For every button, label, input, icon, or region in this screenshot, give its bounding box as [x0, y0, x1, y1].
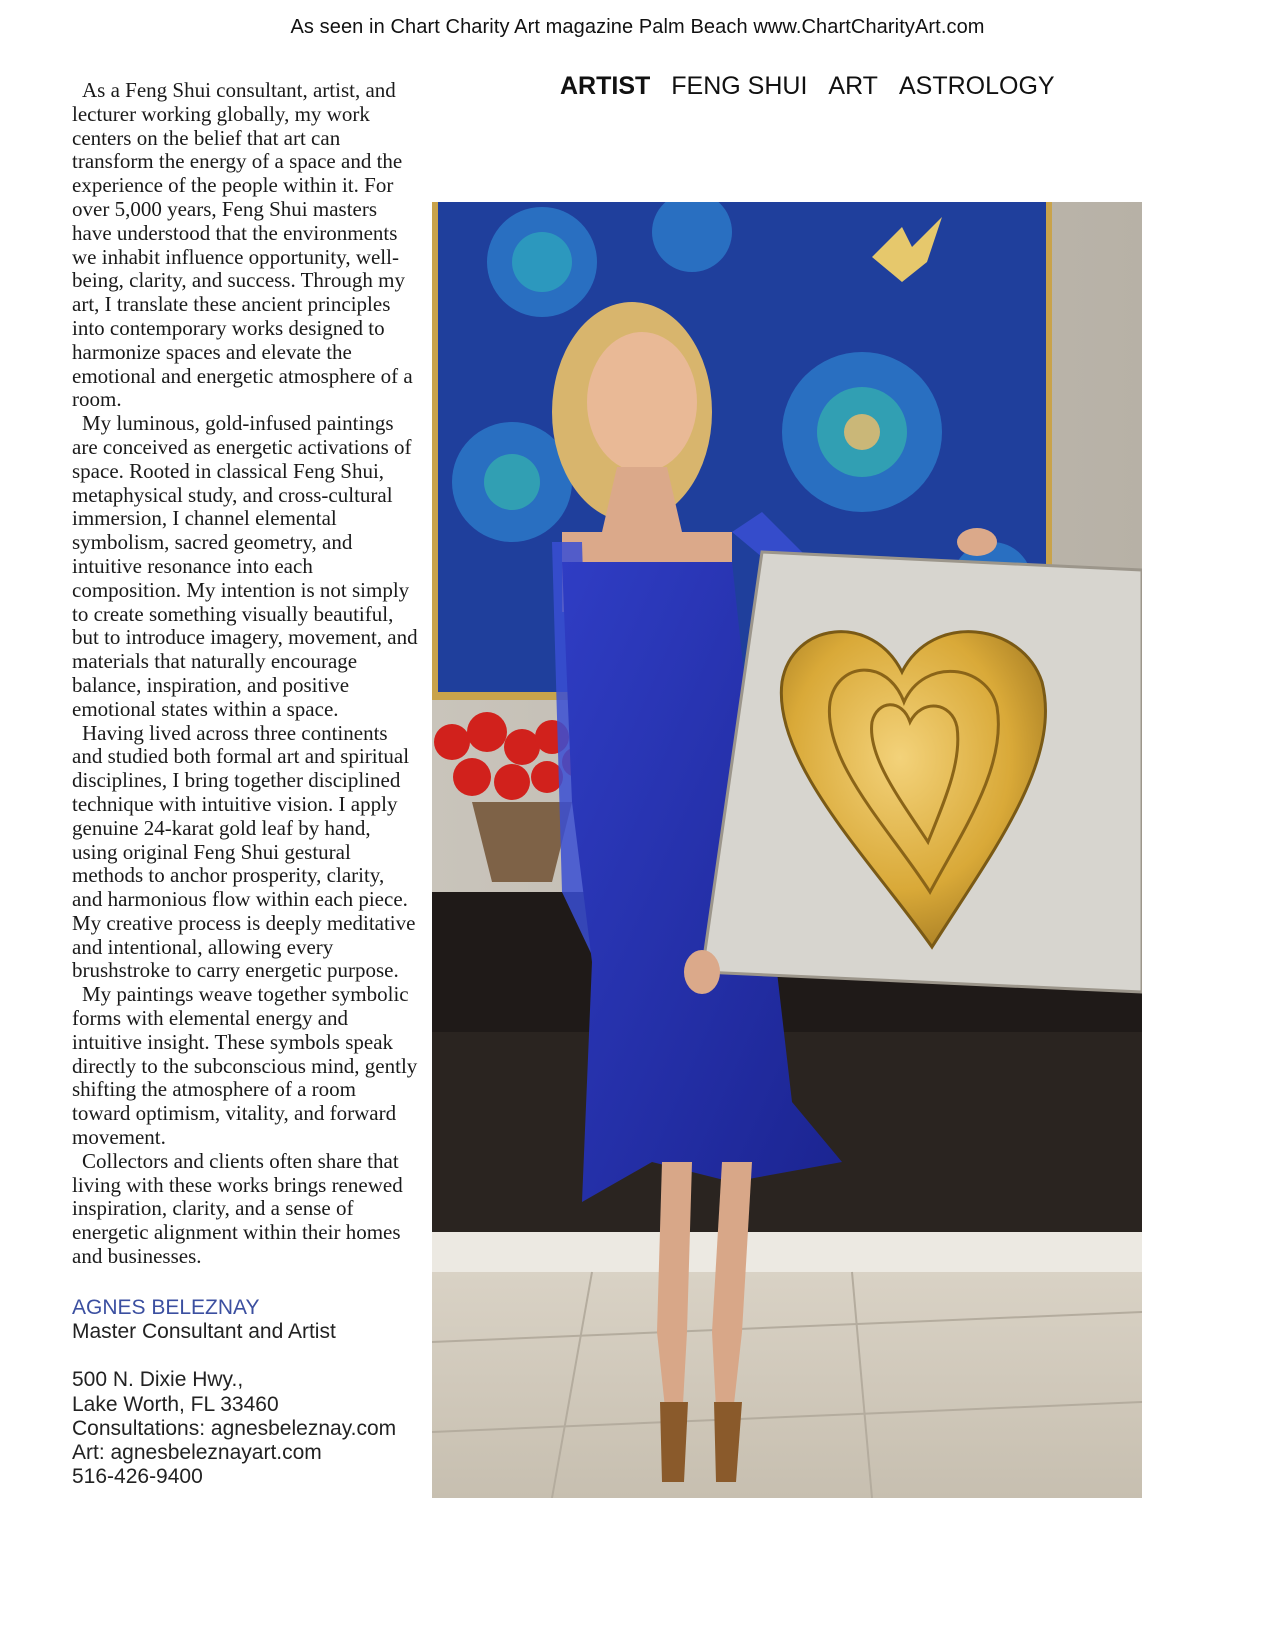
consultations-link[interactable]: Consultations: agnesbeleznay.com: [72, 1416, 397, 1440]
nav-item-astrology[interactable]: ASTROLOGY: [898, 72, 1055, 100]
article-paragraph: My luminous, gold-infused paintings are conceived as energetic activations of space. Rooted in classical Feng Shui, metaphysical study, and cross-cultural immersion, I channel elemental symbolism, sacred geometry, and intuitive resonance into each composition. My intention is not simply to create something visually beautiful, but to introduce imagery, movement, and materials that naturally encourage balance, inspiration, and positive emotional states within a space.: [72, 411, 418, 721]
nav-item-feng-shui[interactable]: FENG SHUI: [671, 72, 808, 100]
author-title: Master Consultant and Artist: [72, 1320, 336, 1344]
article-paragraph: My paintings weave together symbolic forms with elemental energy and intuitive insight. These symbols speak directly to the subconscious mind, gently shifting the atmosphere of a room toward optimism, vitality, and forward movement.: [72, 982, 418, 1150]
nav-item-art[interactable]: ART: [828, 72, 878, 100]
article-paragraph: As a Feng Shui consultant, artist, and lecturer working globally, my work centers on the belief that art can transform the energy of a space and the experience of the people within it. For over 5,000 years, Feng Shui masters have understood that the environments we inhabit influence opportunity, well-being, clarity, and success. Through my art, I translate these ancient principles into contemporary works designed to harmonize spaces and elevate the emotional and energetic atmosphere of a room.: [72, 78, 413, 412]
article-paragraph: Having lived across three continents and studied both formal art and spiritual disciplines, I bring together disciplined technique with intuitive vision. I apply genuine 24-karat gold leaf by hand, using original Feng Shui gestural methods to anchor prosperity, clarity, and harmonious flow within each piece. My creative process is deeply meditative and intentional, allowing every brushstroke to carry energetic purpose.: [72, 720, 416, 983]
nav-item-artist[interactable]: ARTIST: [560, 72, 651, 100]
address-line-2: Lake Worth, FL 33460: [72, 1392, 279, 1416]
magazine-banner: As seen in Chart Charity Art magazine Palm Beach www.ChartCharityArt.com: [290, 16, 985, 38]
author-signature: [72, 1296, 396, 1489]
author-name: AGNES BELEZNAY: [72, 1296, 260, 1319]
art-link[interactable]: Art: agnesbeleznayart.com: [72, 1441, 322, 1465]
artist-photo: [432, 202, 1142, 1498]
category-nav: [560, 72, 1055, 101]
address-line-1: 500 N. Dixie Hwy.,: [72, 1368, 244, 1392]
article-paragraph: Collectors and clients often share that living with these works brings renewed inspiration, clarity, and a sense of energetic alignment within their homes and businesses.: [72, 1148, 403, 1269]
article-body: [72, 79, 418, 1269]
phone-number: 516-426-9400: [72, 1465, 203, 1489]
